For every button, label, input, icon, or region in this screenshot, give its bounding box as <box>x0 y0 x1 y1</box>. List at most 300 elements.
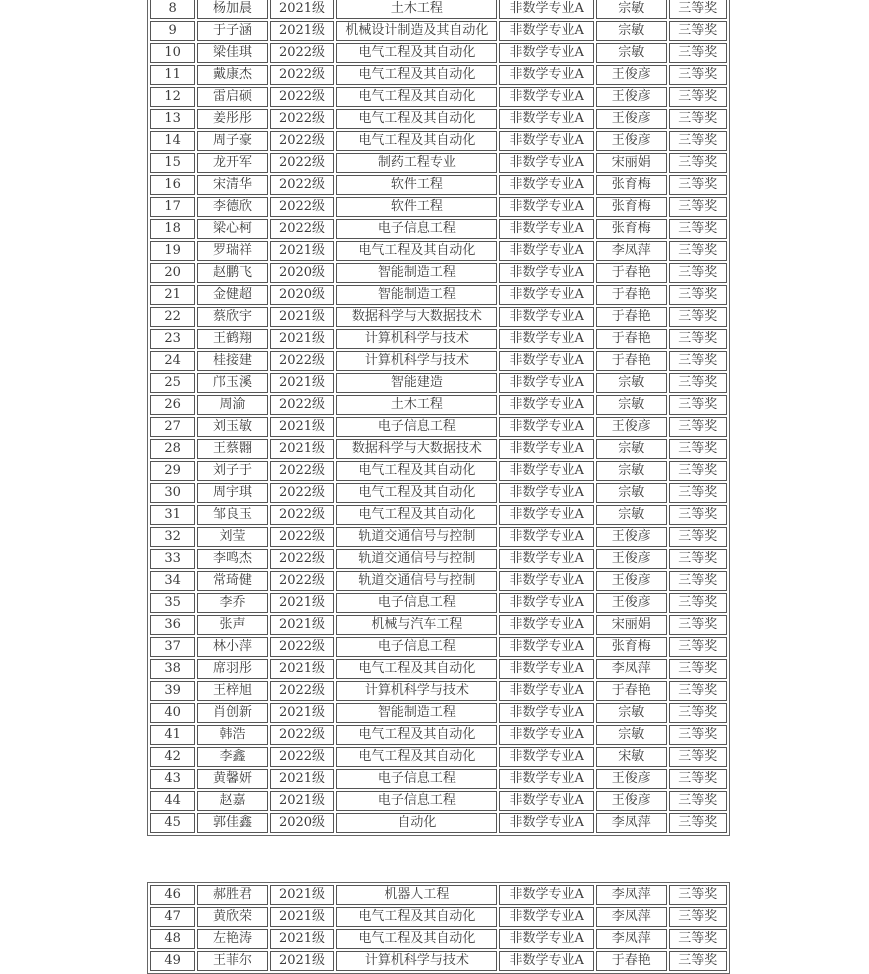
table-row <box>150 241 727 261</box>
student-name-cell: 邝玉溪 <box>197 373 267 393</box>
row-number-cell: 27 <box>150 417 195 437</box>
award-level-cell: 三等奖 <box>669 351 727 371</box>
row-number-cell: 38 <box>150 659 195 679</box>
table-row <box>150 637 727 657</box>
advisor-cell: 于春艳 <box>596 307 666 327</box>
major-cell: 自动化 <box>336 813 497 833</box>
major-cell: 电气工程及其自动化 <box>336 43 497 63</box>
table-row <box>150 885 727 905</box>
row-number-cell: 21 <box>150 285 195 305</box>
advisor-cell: 张育梅 <box>596 175 666 195</box>
table-row <box>150 483 727 503</box>
table-row <box>150 681 727 701</box>
advisor-cell: 宗敏 <box>596 461 666 481</box>
category-cell: 非数学专业A <box>499 21 594 41</box>
award-table-part-2 <box>147 882 730 974</box>
category-cell: 非数学专业A <box>499 131 594 151</box>
row-number-cell: 15 <box>150 153 195 173</box>
grade-year-cell: 2021级 <box>270 373 334 393</box>
award-level-cell: 三等奖 <box>669 527 727 547</box>
table-row <box>150 549 727 569</box>
grade-year-cell: 2021级 <box>270 417 334 437</box>
award-level-cell: 三等奖 <box>669 725 727 745</box>
row-number-cell: 17 <box>150 197 195 217</box>
category-cell: 非数学专业A <box>499 637 594 657</box>
grade-year-cell: 2021级 <box>270 0 334 19</box>
advisor-cell: 王俊彦 <box>596 131 666 151</box>
table-row <box>150 21 727 41</box>
award-level-cell: 三等奖 <box>669 153 727 173</box>
advisor-cell: 王俊彦 <box>596 593 666 613</box>
grade-year-cell: 2021级 <box>270 307 334 327</box>
award-level-cell: 三等奖 <box>669 87 727 107</box>
grade-year-cell: 2021级 <box>270 929 334 949</box>
row-number-cell: 32 <box>150 527 195 547</box>
table-row <box>150 351 727 371</box>
major-cell: 轨道交通信号与控制 <box>336 527 497 547</box>
student-name-cell: 李乔 <box>197 593 267 613</box>
grade-year-cell: 2021级 <box>270 241 334 261</box>
grade-year-cell: 2022级 <box>270 571 334 591</box>
row-number-cell: 22 <box>150 307 195 327</box>
advisor-cell: 宗敏 <box>596 505 666 525</box>
grade-year-cell: 2022级 <box>270 637 334 657</box>
advisor-cell: 宋丽娟 <box>596 615 666 635</box>
major-cell: 电气工程及其自动化 <box>336 461 497 481</box>
award-level-cell: 三等奖 <box>669 593 727 613</box>
row-number-cell: 28 <box>150 439 195 459</box>
advisor-cell: 于春艳 <box>596 351 666 371</box>
grade-year-cell: 2022级 <box>270 461 334 481</box>
advisor-cell: 王俊彦 <box>596 65 666 85</box>
major-cell: 制药工程专业 <box>336 153 497 173</box>
advisor-cell: 李凤萍 <box>596 241 666 261</box>
table-row <box>150 0 727 19</box>
award-level-cell: 三等奖 <box>669 681 727 701</box>
major-cell: 智能建造 <box>336 373 497 393</box>
grade-year-cell: 2021级 <box>270 329 334 349</box>
grade-year-cell: 2021级 <box>270 885 334 905</box>
grade-year-cell: 2022级 <box>270 483 334 503</box>
category-cell: 非数学专业A <box>499 197 594 217</box>
table-row <box>150 109 727 129</box>
major-cell: 电气工程及其自动化 <box>336 241 497 261</box>
table-row <box>150 439 727 459</box>
student-name-cell: 郭佳鑫 <box>197 813 267 833</box>
advisor-cell: 宗敏 <box>596 43 666 63</box>
student-name-cell: 席羽彤 <box>197 659 267 679</box>
grade-year-cell: 2022级 <box>270 65 334 85</box>
major-cell: 土木工程 <box>336 395 497 415</box>
advisor-cell: 于春艳 <box>596 681 666 701</box>
major-cell: 轨道交通信号与控制 <box>336 549 497 569</box>
row-number-cell: 11 <box>150 65 195 85</box>
table-row <box>150 417 727 437</box>
grade-year-cell: 2022级 <box>270 175 334 195</box>
advisor-cell: 张育梅 <box>596 197 666 217</box>
table-row <box>150 329 727 349</box>
student-name-cell: 赵鹏飞 <box>197 263 267 283</box>
table-row <box>150 571 727 591</box>
row-number-cell: 41 <box>150 725 195 745</box>
category-cell: 非数学专业A <box>499 483 594 503</box>
award-level-cell: 三等奖 <box>669 373 727 393</box>
row-number-cell: 47 <box>150 907 195 927</box>
student-name-cell: 王菲尔 <box>197 951 267 971</box>
award-level-cell: 三等奖 <box>669 659 727 679</box>
grade-year-cell: 2021级 <box>270 703 334 723</box>
major-cell: 电子信息工程 <box>336 219 497 239</box>
major-cell: 电子信息工程 <box>336 791 497 811</box>
row-number-cell: 20 <box>150 263 195 283</box>
grade-year-cell: 2022级 <box>270 109 334 129</box>
grade-year-cell: 2021级 <box>270 21 334 41</box>
category-cell: 非数学专业A <box>499 329 594 349</box>
grade-year-cell: 2022级 <box>270 747 334 767</box>
major-cell: 智能制造工程 <box>336 285 497 305</box>
category-cell: 非数学专业A <box>499 593 594 613</box>
category-cell: 非数学专业A <box>499 43 594 63</box>
advisor-cell: 宗敏 <box>596 439 666 459</box>
award-level-cell: 三等奖 <box>669 549 727 569</box>
table-row <box>150 175 727 195</box>
award-level-cell: 三等奖 <box>669 329 727 349</box>
row-number-cell: 14 <box>150 131 195 151</box>
student-name-cell: 金健超 <box>197 285 267 305</box>
category-cell: 非数学专业A <box>499 813 594 833</box>
row-number-cell: 29 <box>150 461 195 481</box>
category-cell: 非数学专业A <box>499 659 594 679</box>
award-level-cell: 三等奖 <box>669 109 727 129</box>
advisor-cell: 王俊彦 <box>596 571 666 591</box>
major-cell: 电气工程及其自动化 <box>336 907 497 927</box>
grade-year-cell: 2021级 <box>270 659 334 679</box>
table-row <box>150 725 727 745</box>
category-cell: 非数学专业A <box>499 373 594 393</box>
major-cell: 电气工程及其自动化 <box>336 109 497 129</box>
major-cell: 软件工程 <box>336 197 497 217</box>
student-name-cell: 刘玉敏 <box>197 417 267 437</box>
major-cell: 电气工程及其自动化 <box>336 747 497 767</box>
advisor-cell: 宗敏 <box>596 373 666 393</box>
advisor-cell: 于春艳 <box>596 285 666 305</box>
major-cell: 机械与汽车工程 <box>336 615 497 635</box>
row-number-cell: 39 <box>150 681 195 701</box>
category-cell: 非数学专业A <box>499 461 594 481</box>
award-level-cell: 三等奖 <box>669 263 727 283</box>
table-row <box>150 791 727 811</box>
row-number-cell: 23 <box>150 329 195 349</box>
row-number-cell: 12 <box>150 87 195 107</box>
student-name-cell: 王梓旭 <box>197 681 267 701</box>
major-cell: 电子信息工程 <box>336 417 497 437</box>
grade-year-cell: 2021级 <box>270 791 334 811</box>
award-level-cell: 三等奖 <box>669 219 727 239</box>
student-name-cell: 姜彤彤 <box>197 109 267 129</box>
student-name-cell: 蔡欣宇 <box>197 307 267 327</box>
student-name-cell: 刘莹 <box>197 527 267 547</box>
major-cell: 智能制造工程 <box>336 263 497 283</box>
grade-year-cell: 2021级 <box>270 593 334 613</box>
student-name-cell: 王鹤翔 <box>197 329 267 349</box>
award-table-part-1 <box>147 0 730 836</box>
table-row <box>150 395 727 415</box>
grade-year-cell: 2022级 <box>270 549 334 569</box>
major-cell: 数据科学与大数据技术 <box>336 307 497 327</box>
table-row <box>150 593 727 613</box>
category-cell: 非数学专业A <box>499 929 594 949</box>
award-level-cell: 三等奖 <box>669 747 727 767</box>
table-row <box>150 263 727 283</box>
category-cell: 非数学专业A <box>499 219 594 239</box>
advisor-cell: 宗敏 <box>596 725 666 745</box>
grade-year-cell: 2021级 <box>270 769 334 789</box>
award-level-cell: 三等奖 <box>669 907 727 927</box>
row-number-cell: 34 <box>150 571 195 591</box>
advisor-cell: 宗敏 <box>596 395 666 415</box>
award-level-cell: 三等奖 <box>669 951 727 971</box>
category-cell: 非数学专业A <box>499 109 594 129</box>
category-cell: 非数学专业A <box>499 615 594 635</box>
award-level-cell: 三等奖 <box>669 791 727 811</box>
row-number-cell: 48 <box>150 929 195 949</box>
advisor-cell: 李凤萍 <box>596 659 666 679</box>
advisor-cell: 李凤萍 <box>596 813 666 833</box>
category-cell: 非数学专业A <box>499 791 594 811</box>
grade-year-cell: 2022级 <box>270 351 334 371</box>
major-cell: 计算机科学与技术 <box>336 329 497 349</box>
row-number-cell: 13 <box>150 109 195 129</box>
table-row <box>150 87 727 107</box>
award-level-cell: 三等奖 <box>669 703 727 723</box>
category-cell: 非数学专业A <box>499 87 594 107</box>
row-number-cell: 35 <box>150 593 195 613</box>
table-row <box>150 659 727 679</box>
table-row <box>150 461 727 481</box>
award-level-cell: 三等奖 <box>669 615 727 635</box>
category-cell: 非数学专业A <box>499 505 594 525</box>
award-level-cell: 三等奖 <box>669 175 727 195</box>
student-name-cell: 赵嘉 <box>197 791 267 811</box>
major-cell: 电气工程及其自动化 <box>336 483 497 503</box>
grade-year-cell: 2022级 <box>270 131 334 151</box>
student-name-cell: 黄馨妍 <box>197 769 267 789</box>
category-cell: 非数学专业A <box>499 153 594 173</box>
award-level-cell: 三等奖 <box>669 197 727 217</box>
category-cell: 非数学专业A <box>499 241 594 261</box>
award-level-cell: 三等奖 <box>669 417 727 437</box>
advisor-cell: 宗敏 <box>596 483 666 503</box>
major-cell: 电子信息工程 <box>336 769 497 789</box>
table-row <box>150 373 727 393</box>
student-name-cell: 常琦健 <box>197 571 267 591</box>
award-level-cell: 三等奖 <box>669 439 727 459</box>
table-row <box>150 65 727 85</box>
advisor-cell: 宗敏 <box>596 0 666 19</box>
student-name-cell: 林小萍 <box>197 637 267 657</box>
award-level-cell: 三等奖 <box>669 21 727 41</box>
grade-year-cell: 2021级 <box>270 907 334 927</box>
row-number-cell: 8 <box>150 0 195 19</box>
grade-year-cell: 2022级 <box>270 395 334 415</box>
award-level-cell: 三等奖 <box>669 571 727 591</box>
student-name-cell: 肖创新 <box>197 703 267 723</box>
category-cell: 非数学专业A <box>499 263 594 283</box>
category-cell: 非数学专业A <box>499 571 594 591</box>
advisor-cell: 宗敏 <box>596 703 666 723</box>
grade-year-cell: 2022级 <box>270 219 334 239</box>
grade-year-cell: 2021级 <box>270 615 334 635</box>
row-number-cell: 49 <box>150 951 195 971</box>
award-level-cell: 三等奖 <box>669 131 727 151</box>
category-cell: 非数学专业A <box>499 439 594 459</box>
advisor-cell: 王俊彦 <box>596 549 666 569</box>
row-number-cell: 10 <box>150 43 195 63</box>
major-cell: 软件工程 <box>336 175 497 195</box>
student-name-cell: 韩浩 <box>197 725 267 745</box>
major-cell: 土木工程 <box>336 0 497 19</box>
grade-year-cell: 2022级 <box>270 527 334 547</box>
student-name-cell: 黄欣荣 <box>197 907 267 927</box>
major-cell: 电气工程及其自动化 <box>336 659 497 679</box>
advisor-cell: 于春艳 <box>596 329 666 349</box>
student-name-cell: 周宇琪 <box>197 483 267 503</box>
category-cell: 非数学专业A <box>499 527 594 547</box>
grade-year-cell: 2022级 <box>270 725 334 745</box>
major-cell: 智能制造工程 <box>336 703 497 723</box>
row-number-cell: 40 <box>150 703 195 723</box>
award-level-cell: 三等奖 <box>669 885 727 905</box>
table-row <box>150 307 727 327</box>
student-name-cell: 宋清华 <box>197 175 267 195</box>
major-cell: 机械设计制造及其自动化 <box>336 21 497 41</box>
advisor-cell: 张育梅 <box>596 637 666 657</box>
grade-year-cell: 2022级 <box>270 43 334 63</box>
category-cell: 非数学专业A <box>499 725 594 745</box>
award-level-cell: 三等奖 <box>669 769 727 789</box>
advisor-cell: 宗敏 <box>596 21 666 41</box>
table-row <box>150 747 727 767</box>
advisor-cell: 于春艳 <box>596 263 666 283</box>
major-cell: 电子信息工程 <box>336 593 497 613</box>
category-cell: 非数学专业A <box>499 681 594 701</box>
row-number-cell: 26 <box>150 395 195 415</box>
grade-year-cell: 2022级 <box>270 505 334 525</box>
grade-year-cell: 2022级 <box>270 87 334 107</box>
advisor-cell: 张育梅 <box>596 219 666 239</box>
category-cell: 非数学专业A <box>499 703 594 723</box>
table-row <box>150 813 727 833</box>
student-name-cell: 桂接建 <box>197 351 267 371</box>
student-name-cell: 周渝 <box>197 395 267 415</box>
row-number-cell: 9 <box>150 21 195 41</box>
row-number-cell: 46 <box>150 885 195 905</box>
award-level-cell: 三等奖 <box>669 483 727 503</box>
table-row <box>150 703 727 723</box>
major-cell: 计算机科学与技术 <box>336 351 497 371</box>
row-number-cell: 36 <box>150 615 195 635</box>
advisor-cell: 李凤萍 <box>596 929 666 949</box>
category-cell: 非数学专业A <box>499 907 594 927</box>
table-row <box>150 929 727 949</box>
award-level-cell: 三等奖 <box>669 461 727 481</box>
award-level-cell: 三等奖 <box>669 307 727 327</box>
table-row <box>150 951 727 971</box>
major-cell: 机器人工程 <box>336 885 497 905</box>
major-cell: 电气工程及其自动化 <box>336 505 497 525</box>
table-row <box>150 907 727 927</box>
advisor-cell: 王俊彦 <box>596 791 666 811</box>
row-number-cell: 37 <box>150 637 195 657</box>
award-level-cell: 三等奖 <box>669 43 727 63</box>
table-row <box>150 769 727 789</box>
grade-year-cell: 2020级 <box>270 263 334 283</box>
major-cell: 计算机科学与技术 <box>336 951 497 971</box>
category-cell: 非数学专业A <box>499 417 594 437</box>
student-name-cell: 梁佳琪 <box>197 43 267 63</box>
student-name-cell: 雷启硕 <box>197 87 267 107</box>
award-level-cell: 三等奖 <box>669 505 727 525</box>
table-row <box>150 285 727 305</box>
row-number-cell: 25 <box>150 373 195 393</box>
major-cell: 轨道交通信号与控制 <box>336 571 497 591</box>
student-name-cell: 李德欣 <box>197 197 267 217</box>
grade-year-cell: 2022级 <box>270 153 334 173</box>
grade-year-cell: 2022级 <box>270 681 334 701</box>
student-name-cell: 周子豪 <box>197 131 267 151</box>
category-cell: 非数学专业A <box>499 885 594 905</box>
row-number-cell: 33 <box>150 549 195 569</box>
table-row <box>150 197 727 217</box>
advisor-cell: 于春艳 <box>596 951 666 971</box>
grade-year-cell: 2022级 <box>270 197 334 217</box>
category-cell: 非数学专业A <box>499 769 594 789</box>
category-cell: 非数学专业A <box>499 307 594 327</box>
student-name-cell: 左艳涛 <box>197 929 267 949</box>
grade-year-cell: 2021级 <box>270 951 334 971</box>
row-number-cell: 45 <box>150 813 195 833</box>
category-cell: 非数学专业A <box>499 549 594 569</box>
category-cell: 非数学专业A <box>499 951 594 971</box>
student-name-cell: 王蔡翾 <box>197 439 267 459</box>
student-name-cell: 戴康杰 <box>197 65 267 85</box>
award-level-cell: 三等奖 <box>669 929 727 949</box>
advisor-cell: 宋敏 <box>596 747 666 767</box>
row-number-cell: 16 <box>150 175 195 195</box>
student-name-cell: 于子涵 <box>197 21 267 41</box>
student-name-cell: 刘子于 <box>197 461 267 481</box>
grade-year-cell: 2020级 <box>270 813 334 833</box>
major-cell: 电子信息工程 <box>336 637 497 657</box>
table-row <box>150 131 727 151</box>
table-row <box>150 153 727 173</box>
category-cell: 非数学专业A <box>499 175 594 195</box>
student-name-cell: 杨加晨 <box>197 0 267 19</box>
row-number-cell: 30 <box>150 483 195 503</box>
grade-year-cell: 2020级 <box>270 285 334 305</box>
student-name-cell: 罗瑞祥 <box>197 241 267 261</box>
category-cell: 非数学专业A <box>499 395 594 415</box>
advisor-cell: 宋丽娟 <box>596 153 666 173</box>
advisor-cell: 王俊彦 <box>596 109 666 129</box>
award-level-cell: 三等奖 <box>669 0 727 19</box>
major-cell: 电气工程及其自动化 <box>336 87 497 107</box>
award-level-cell: 三等奖 <box>669 285 727 305</box>
major-cell: 电气工程及其自动化 <box>336 929 497 949</box>
award-level-cell: 三等奖 <box>669 65 727 85</box>
row-number-cell: 44 <box>150 791 195 811</box>
major-cell: 数据科学与大数据技术 <box>336 439 497 459</box>
